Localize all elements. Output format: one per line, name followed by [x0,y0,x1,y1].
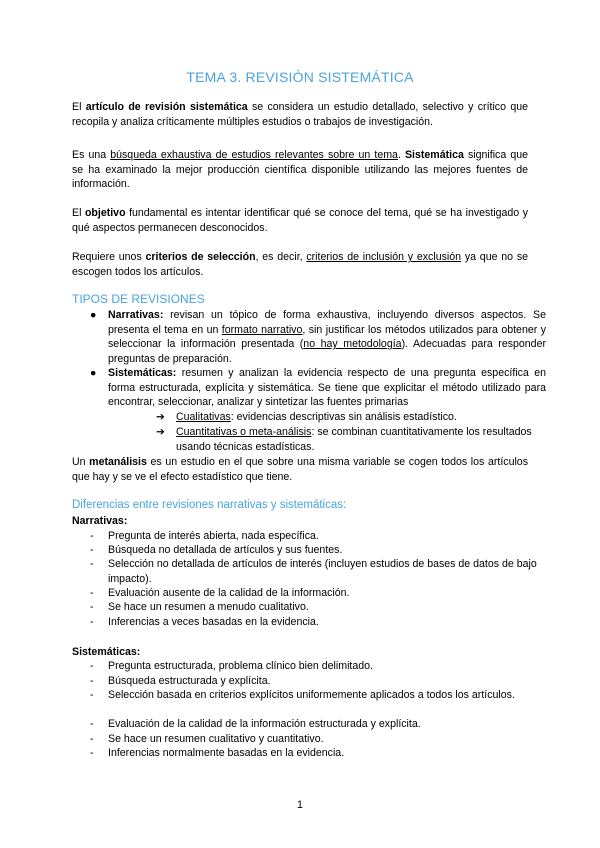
bold-term: objetivo [84,207,126,219]
dash-icon: - [90,689,94,701]
list-item-text: Evaluación de la calidad de la información estructurada y explícita. [108,718,421,730]
narrativas-label: Narrativas: [72,515,128,527]
list-item-text: Búsqueda no detallada de artículos y sus fuentes. [108,544,343,556]
arrow-icon: ➔ [156,411,165,423]
text: fundamental es intentar identificar qué se conoce del tema, qué se ha investigado y qué aspectos permanecen desconocidos. [72,207,528,234]
list-item [90,615,546,630]
list-item-text: Selección no detallada de artículos de interés (incluyen estudios de bases de datos de bajo impacto). [108,558,537,585]
dash-icon: - [90,718,94,730]
list-item [90,659,546,674]
text: Es una [72,149,111,161]
text: significa que se ha examinado la mejor producción científica disponible utilizando las mejores fuentes de información. [72,149,528,191]
bold-term: criterios de selección [145,251,256,263]
bold-term: Sistemática [404,149,464,161]
metanalisis-paragraph [72,455,528,484]
list-item [90,557,546,586]
bullet-icon: ● [90,367,97,379]
text: : evidencias descriptivas sin análisis estadístico. [230,411,457,423]
list-item-text: Selección basada en criterios explícitos uniformemente aplicados a todos los artículos. [108,689,515,701]
list-item [90,600,546,615]
list-item-text: Pregunta de interés abierta, nada específica. [108,530,319,542]
list-item-text: Inferencias a veces basadas en la evidencia. [108,616,319,628]
underlined-text: Cualitativas [176,411,231,423]
text: Requiere unos [72,251,146,263]
criteria-paragraph [72,250,528,279]
section-heading-diferencias: Diferencias entre revisiones narrativas y sistemáticas: [72,499,347,511]
list-item [90,586,546,601]
dash-icon: - [90,660,94,672]
bold-term: artículo de revisión sistemática [85,101,248,113]
arrow-icon: ➔ [156,426,165,438]
bullet-narrativas [90,308,546,366]
text: , es decir, [255,251,307,263]
text: revisan un tópico de forma exhaustiva, incluyendo diversos aspectos. Se presenta el tema en un [108,309,546,336]
sub-item-cualitativas [156,410,544,425]
dash-icon: - [90,530,94,542]
text: : se combinan cuantitativamente los resultados usando técnicas estadísticas. [176,426,532,453]
underlined-text: criterios de inclusión y exclusión [306,251,462,263]
text: . [397,149,405,161]
dash-icon: - [90,587,94,599]
dash-icon: - [90,544,94,556]
dash-icon: - [90,733,94,745]
text: es un estudio en el que sobre una misma variable se cogen todos los artículos que hay y se ve el efecto estadístico que tiene. [72,456,528,483]
underlined-text: formato narrativo [221,323,303,336]
dash-icon: - [90,601,94,613]
underlined-text: búsqueda exhaustiva de estudios relevantes sobre un tema [110,149,398,161]
list-item [90,688,546,703]
underlined-text: Cuantitativas o meta-análisis [176,426,312,438]
page-number: 1 [297,799,303,811]
list-item-text: Se hace un resumen a menudo cualitativo. [108,601,309,613]
text: se considera un estudio detallado, selectivo y crítico que recopila y analiza críticamente múltiples estudios o trabajos de investigación. [72,101,528,128]
bold-term: Narrativas: [108,309,164,321]
bold-term: metanálisis [89,456,147,468]
text: El [72,207,85,219]
list-item [90,543,546,558]
text: , sin justificar los métodos utilizados para obtener y seleccionar la información presentada ( [108,323,547,351]
list-item [90,529,546,544]
dash-icon: - [90,675,94,687]
bullet-sistematicas [90,366,546,410]
underlined-text: no hay metodología [303,338,402,351]
text: El [72,101,86,113]
text: Un [72,456,90,468]
list-item [90,746,546,761]
definition-paragraph [72,148,528,192]
dash-icon: - [90,616,94,628]
list-item [90,732,546,747]
text: ya que no se escogen todos los artículos. [72,251,529,278]
bold-term: Sistemáticas: [108,367,177,379]
list-item-text: Inferencias normalmente basadas en la evidencia. [108,747,345,759]
bullet-icon: ● [90,309,97,321]
list-item-text: Búsqueda estructurada y explícita. [108,675,271,687]
text: ). Adecuadas para responder preguntas de preparación. [108,338,546,365]
list-item-text: Evaluación ausente de la calidad de la información. [108,587,350,599]
intro-paragraph [72,100,528,129]
list-item-text: Pregunta estructurada, problema clínico bien delimitado. [108,660,373,672]
dash-icon: - [90,558,94,570]
objective-paragraph [72,206,528,235]
page-title: TEMA 3. REVISIÓN SISTEMÁTICA [186,69,414,85]
dash-icon: - [90,747,94,759]
sub-item-cuantitativas [156,425,544,454]
section-heading-tipos: TIPOS DE REVISIONES [72,292,205,306]
list-item-text: Se hace un resumen cualitativo y cuantitativo. [108,733,324,745]
list-item [90,674,546,689]
sistematicas-label: Sistemáticas: [72,646,141,658]
text: resumen y analizan la evidencia respecto de una pregunta específica en forma estructurada, explícita y sistemática. Se tiene que explicitar el método utilizado para encontrar, seleccionar, analizar y sintetizar las fuentes primarias [108,367,546,409]
list-item [90,717,546,732]
